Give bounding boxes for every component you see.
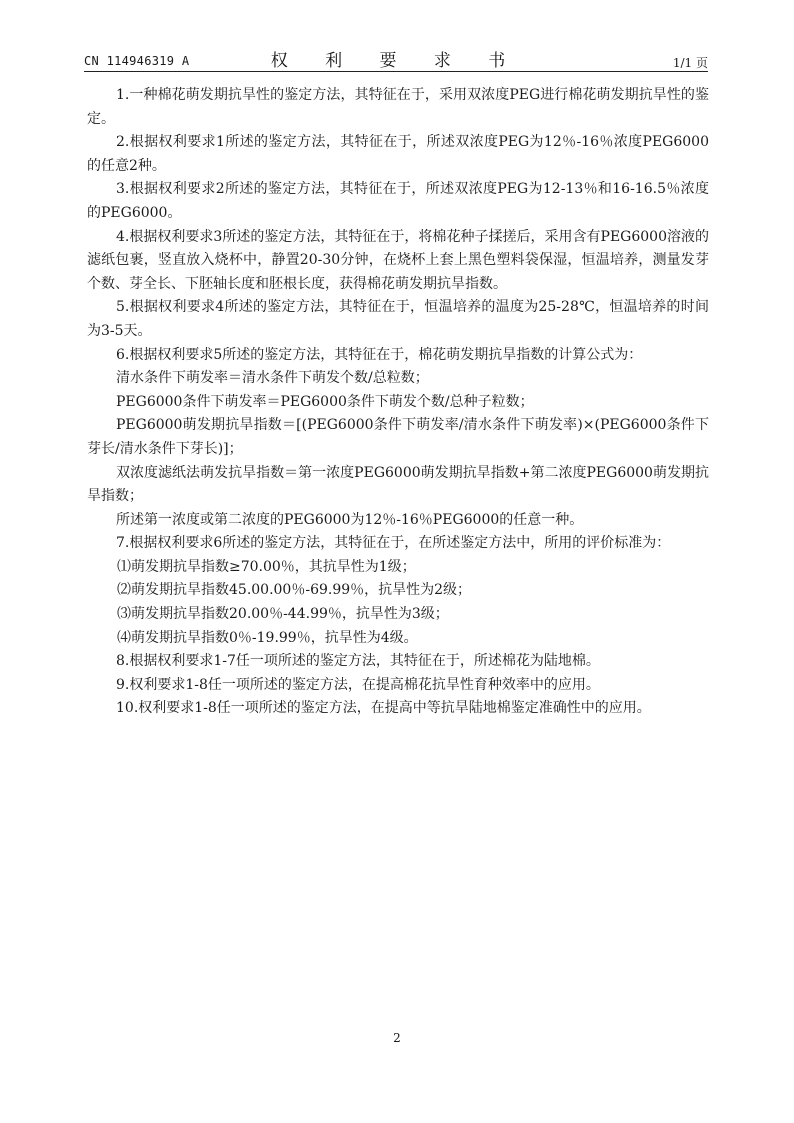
claim-1: 1.一种棉花萌发期抗旱性的鉴定方法，其特征在于，采用双浓度PEG进行棉花萌发期抗旱性的鉴定。: [87, 87, 709, 127]
document-title: 权 利 要 求 书: [270, 51, 522, 71]
grade-2: ⑵萌发期抗旱指数45.00.00％-69.99％，抗旱性为2级；: [117, 582, 472, 599]
claim-4: 4.根据权利要求3所述的鉴定方法，其特征在于，将棉花种子揉搓后，采用含有PEG6000溶液的滤纸包裹，竖直放入烧杯中，静置20-30分钟，在烧杯上套上黑色塑料袋保湿，恒温培养，测量发芽个数、芽全长、下胚轴长度和胚根长度，获得棉花萌发期抗旱指数。: [87, 228, 709, 292]
page-header: [84, 44, 708, 70]
claim-9: 9.权利要求1-8任一项所述的鉴定方法，在提高棉花抗旱性育种效率中的应用。: [116, 676, 600, 693]
claim-2: 2.根据权利要求1所述的鉴定方法，其特征在于，所述双浓度PEG为12％-16％浓度PEG6000的任意2种。: [87, 134, 709, 174]
formula-dual-concentration-index: 双浓度滤纸法萌发抗旱指数＝第一浓度PEG6000萌发期抗旱指数+第二浓度PEG6000萌发期抗旱指数；: [87, 464, 709, 505]
formula-concentration-note: 所述第一浓度或第二浓度的PEG6000为12％-16％PEG6000的任意一种。: [116, 511, 584, 528]
grade-3: ⑶萌发期抗旱指数20.00％-44.99％，抗旱性为3级；: [117, 606, 449, 623]
claim-8: 8.根据权利要求1-7任一项所述的鉴定方法，其特征在于，所述棉花为陆地棉。: [116, 653, 600, 670]
grade-4: ⑷萌发期抗旱指数0％-19.99％，抗旱性为4级。: [117, 629, 418, 646]
claim-3: 3.根据权利要求2所述的鉴定方法，其特征在于，所述双浓度PEG为12-13％和16-16.5％浓度的PEG6000。: [87, 181, 709, 221]
header-rule: [84, 71, 708, 72]
formula-peg-germination: PEG6000条件下萌发率＝PEG6000条件下萌发个数/总种子粒数；: [116, 393, 534, 410]
claim-7: 7.根据权利要求6所述的鉴定方法，其特征在于，在所述鉴定方法中，所用的评价标准为：: [116, 535, 671, 552]
claim-6: 6.根据权利要求5所述的鉴定方法，其特征在于，棉花萌发期抗旱指数的计算公式为：: [116, 346, 643, 363]
formula-peg-drought-index: PEG6000萌发期抗旱指数＝[(PEG6000条件下萌发率/清水条件下萌发率)×(PEG6000条件下芽长/清水条件下芽长)]；: [87, 417, 709, 457]
claims-body: [87, 84, 709, 721]
formula-water-germination: 清水条件下萌发率＝清水条件下萌发个数/总粒数；: [116, 370, 429, 387]
publication-number: CN 114946319 A: [84, 54, 190, 68]
page-indicator: 1/1 页: [672, 56, 708, 70]
page-number: 2: [393, 1031, 401, 1045]
claim-5: 5.根据权利要求4所述的鉴定方法，其特征在于，恒温培养的温度为25-28℃，恒温培养的时间为3-5天。: [87, 299, 709, 339]
grade-1: ⑴萌发期抗旱指数≥70.00％，其抗旱性为1级；: [117, 558, 416, 575]
claim-10: 10.权利要求1-8任一项所述的鉴定方法，在提高中等抗旱陆地棉鉴定准确性中的应用。: [116, 700, 651, 717]
